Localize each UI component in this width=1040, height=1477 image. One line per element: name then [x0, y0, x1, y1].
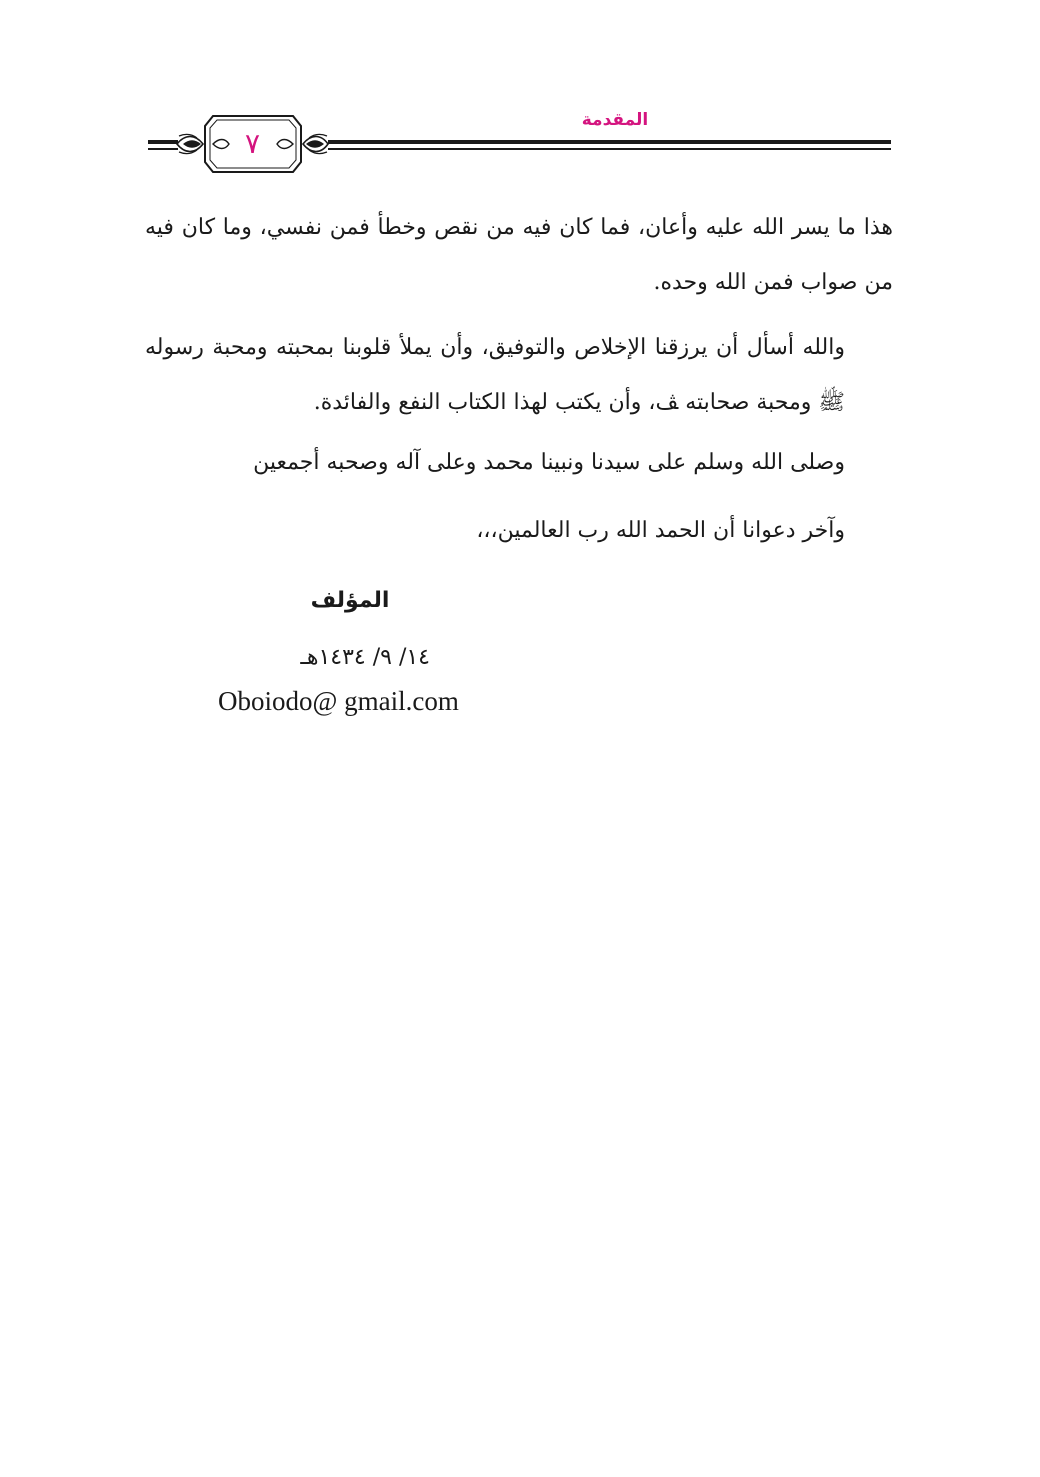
- header-rule-thin: [328, 148, 891, 150]
- date: ١٤/ ٩/ ١٤٣٤هـ: [300, 645, 430, 670]
- paragraph-2: والله أسأل أن يرزقنا الإخلاص والتوفيق، وأن يملأ قلوبنا بمحبته ومحبة رسوله ﷺ ومحبة صحابته ﭫ، وأن يكتب لهذا الكتاب النفع والفائدة.: [145, 335, 845, 415]
- header-rule-thick: [328, 140, 891, 144]
- page-number: ٧: [244, 127, 261, 160]
- salat-line: وصلى الله وسلم على سيدنا ونبينا محمد وعلى آله وصحبه أجمعين: [253, 450, 845, 475]
- author-label: المؤلف: [310, 588, 390, 613]
- page-body: [145, 200, 893, 430]
- closing-line: وآخر دعوانا أن الحمد الله رب العالمين،،،: [476, 518, 845, 543]
- paragraph-1: هذا ما يسر الله عليه وأعان، فما كان فيه من نقص وخطأ فمن نفسي، وما كان فيه من صواب فمن الله وحده.: [145, 215, 893, 295]
- page-header: [0, 0, 1040, 200]
- header-rule-left-thin: [148, 148, 178, 150]
- chapter-title: المقدمة: [581, 110, 649, 130]
- email-address: Oboiodo@ gmail.com: [218, 686, 459, 716]
- header-rule-left-thick: [148, 140, 178, 144]
